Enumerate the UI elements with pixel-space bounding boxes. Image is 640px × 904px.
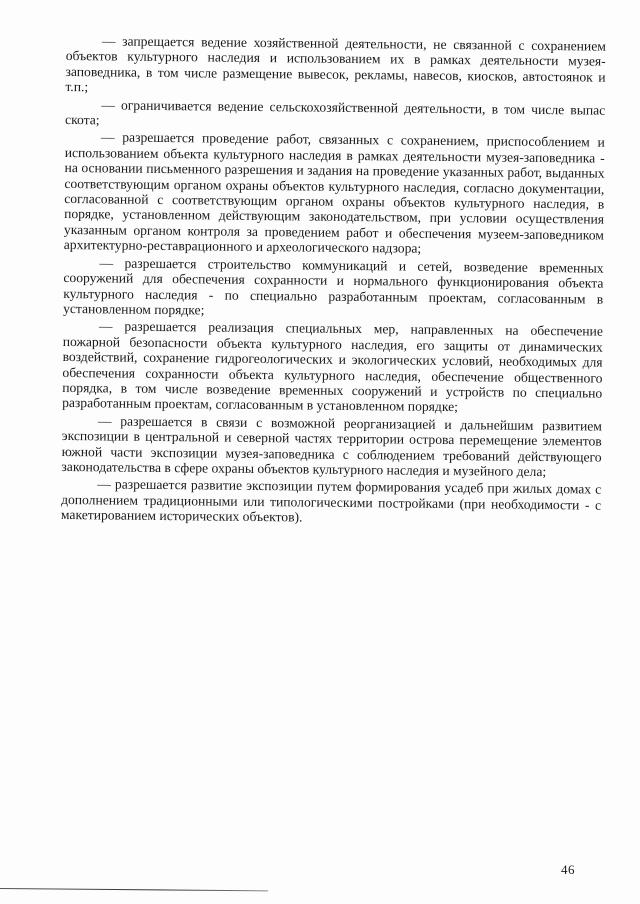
paragraph-exposition-development: — разрешается развитие экспозиции путем формирования усадеб при жилых домах с дополнением традиционными или типологическими постройками (при необходимости - с макетированием исторических объектов). — [60, 476, 602, 525]
paragraph-safety-measures: — разрешается реализация специальных мер, направленных на обеспечение пожарной безопасности объекта культурного наследия, его защиты от динамических воздействий, сохранение гидрогеологических и экологических условий, необходимых для обеспечения сохранности объекта культурного наследия, обеспечение общественного порядка, в том числе возведение временных сооружений и устройств по специально разработанным проектам, согласованным в установленном порядке; — [62, 318, 603, 415]
page-number: 46 — [561, 862, 575, 877]
bottom-divider-line — [0, 888, 268, 891]
paragraph-economic-activity-prohibition: — запрещается ведение хозяйственной деятельности, не связанной с сохранением объектов культурного наследия и использованием их в рамках деятельности музея-заповедника, в том числе размещение вывесок, рекламы, навесов, киосков, автостоянок и т.п.; — [65, 33, 606, 95]
paragraph-exposition-relocation: — разрешается в связи с возможной реорганизацией и дальнейшим развитием экспозиции в центральной и северной частях территории острова перемещение элементов южной части экспозиции музея-заповедника с соблюдением требований действующего законодательства в сфере охраны объектов культурного наследия и музейного дела; — [61, 413, 602, 480]
paragraph-agriculture-restriction: — ограничивается ведение сельскохозяйственной деятельности, в том числе выпас скота; — [65, 96, 606, 128]
paragraph-preservation-works: — разрешается проведение работ, связанных с сохранением, приспособлением и использованием объекта культурного наследия в рамках деятельности музея-заповедника - на основании письменного разрешения и задания на проведение указанных работ, выданных соответствующим органом охраны объектов культурного наследия, согласно документации, согласованной с соответствующим органом охраны объектов культурного наследия, в порядке, установленном действующим законодательством, при условии осуществления указанным органом контроля за проведением работ и обеспечения музеем-заповедником архитектурно-реставрационного и археологического надзора; — [63, 129, 605, 257]
document-body — [61, 33, 606, 530]
paragraph-communications-construction: — разрешается строительство коммуникаций и сетей, возведение временных сооружений для обеспечения сохранности и нормального функционирования объекта культурного наследия - по специально разработанным проектам, согласованным в установленном порядке; — [63, 255, 604, 318]
